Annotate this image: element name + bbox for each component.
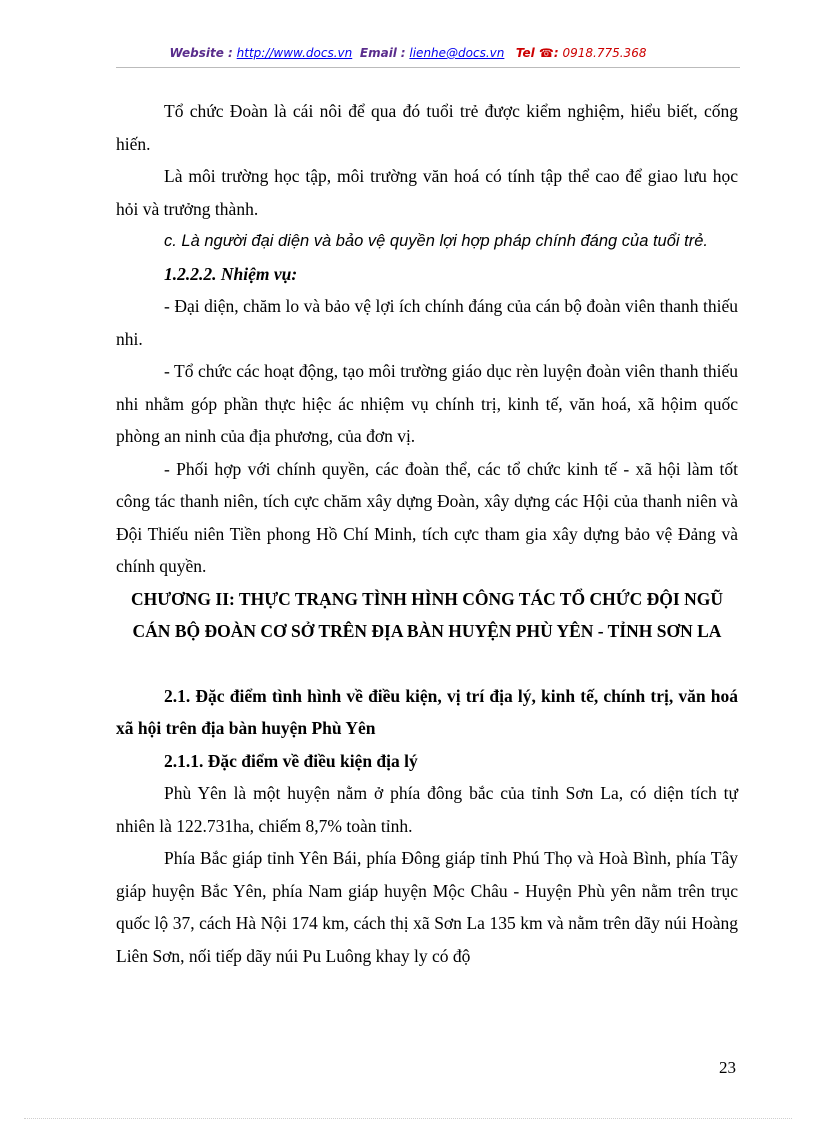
page-number: 23 <box>719 1058 736 1077</box>
page-bottom-border <box>24 1118 792 1119</box>
paragraph-8: Phía Bắc giáp tỉnh Yên Bái, phía Đông giáp tỉnh Phú Thọ và Hoà Bình, phía Tây giáp huyện Bắc Yên, phía Nam giáp huyện Mộc Châu - Huyện Phù yên nằm trên trục quốc lộ 37, cách Hà Nội 174 km, cách thị xã Sơn La 135 km và nằm trên dãy núi Hoàng Liên Sơn, nối tiếp dãy núi Pu Luông khay ly có độ <box>116 848 738 966</box>
heading-2-1-1: 2.1.1. Đặc điểm về điều kiện địa lý <box>164 750 418 771</box>
paragraph-4: - Đại diện, chăm lo và bảo vệ lợi ích chính đáng của cán bộ đoàn viên thanh thiếu nhi. <box>116 296 738 349</box>
heading-2-1: 2.1. Đặc điểm tình hình về điều kiện, vị trí địa lý, kinh tế, chính trị, văn hoá xã hội trên địa bàn huyện Phù Yên <box>116 685 738 738</box>
chapter-title: CHƯƠNG II: THỰC TRẠNG TÌNH HÌNH CÔNG TÁC TỔ CHỨC ĐỘI NGŨ CÁN BỘ ĐOÀN CƠ SỞ TRÊN ĐỊA BÀN HUYỆN PHÙ YÊN - TỈNH SƠN LA <box>131 588 723 641</box>
paragraph-2: Là môi trường học tập, môi trường văn hoá có tính tập thể cao để giao lưu học hỏi và trưởng thành. <box>116 166 738 219</box>
tel-label: Tel ☎: <box>515 46 559 60</box>
email-link[interactable]: lienhe@docs.vn <box>409 46 505 60</box>
email-separator: : <box>400 46 406 60</box>
paragraph-5: - Tổ chức các hoạt động, tạo môi trường giáo dục rèn luyện đoàn viên thanh thiếu nhi nhằm góp phần thực hiệc ác nhiệm vụ chính trị, kinh tế, văn hoá, xã hộim quốc phòng an ninh của địa phương, của đơn vị. <box>116 361 738 446</box>
section-heading-nhiem-vu: 1.2.2.2. Nhiệm vụ: <box>164 263 298 284</box>
header-divider <box>116 67 740 68</box>
spacer <box>116 648 738 680</box>
paragraph-6: - Phối hợp với chính quyền, các đoàn thể, các tổ chức kinh tế - xã hội làm tốt công tác thanh niên, tích cực chăm xây dựng Đoàn, xây dựng các Hội của thanh niên và Đội Thiếu niên Tiền phong Hồ Chí Minh, tích cực tham gia xây dựng bảo vệ Đảng và chính quyền. <box>116 458 738 576</box>
paragraph-3: c. Là người đại diện và bảo vệ quyền lợi hợp pháp chính đáng của tuổi trẻ. <box>164 232 708 250</box>
paragraph-1: Tổ chức Đoàn là cái nôi để qua đó tuổi trẻ được kiểm nghiệm, hiểu biết, cống hiến. <box>116 101 738 154</box>
page-header <box>0 46 816 66</box>
tel-number: 0918.775.368 <box>562 46 647 60</box>
paragraph-7: Phù Yên là một huyện nằm ở phía đông bắc của tỉnh Sơn La, có diện tích tự nhiên là 122.731ha, chiếm 8,7% toàn tỉnh. <box>116 783 738 836</box>
website-label: Website : <box>169 46 233 60</box>
document-body <box>116 95 738 972</box>
email-label: Email <box>359 46 397 60</box>
website-link[interactable]: http://www.docs.vn <box>236 46 353 60</box>
